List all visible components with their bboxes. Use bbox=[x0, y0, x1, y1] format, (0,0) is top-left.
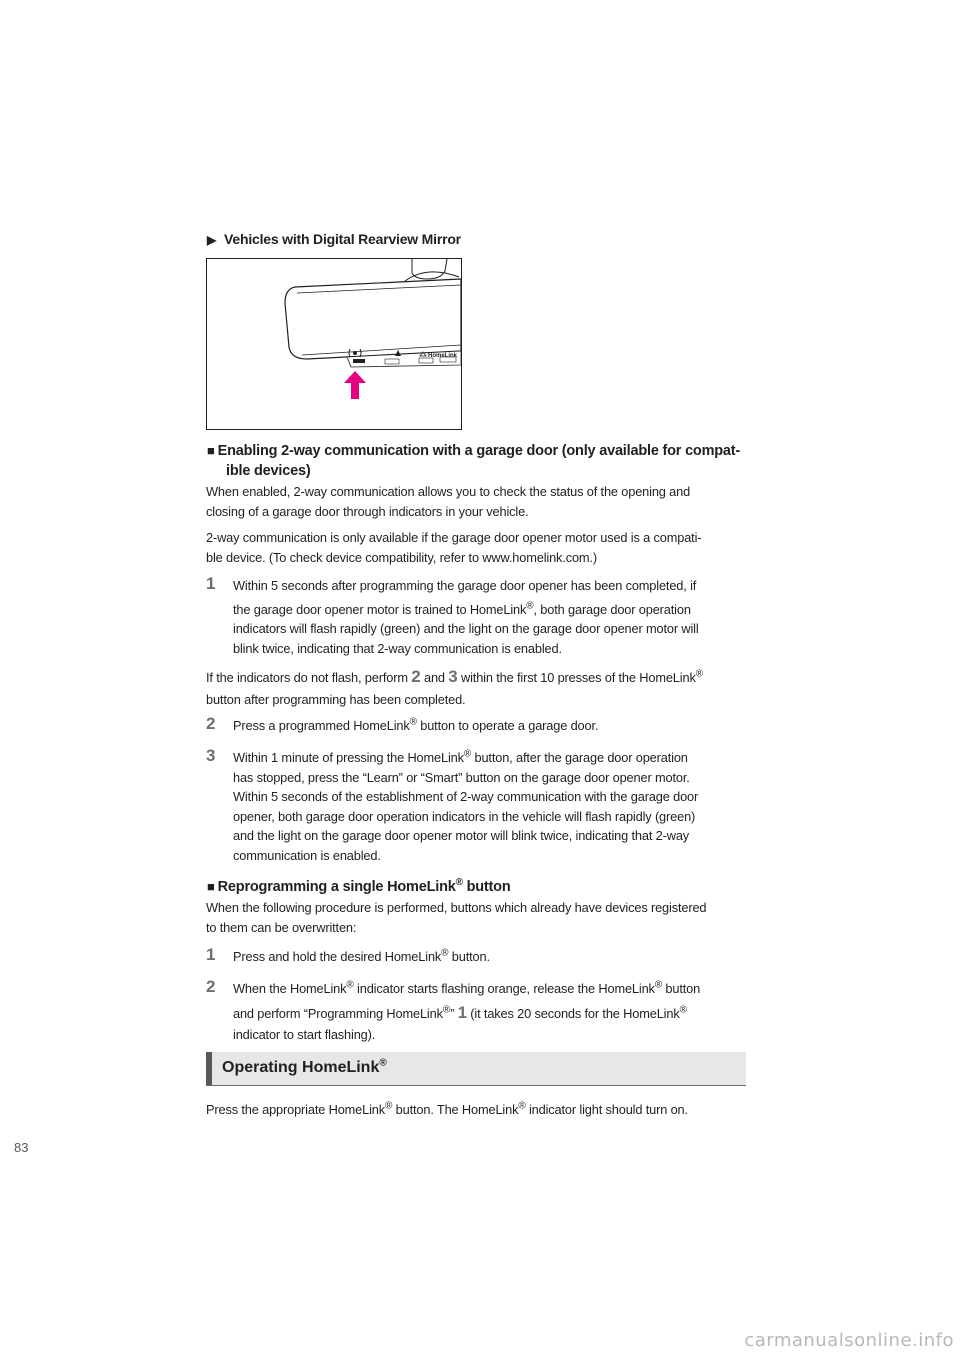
watermark: carmanualsonline.info bbox=[744, 1330, 954, 1351]
step-3: 3 Within 1 minute of pressing the HomeLink® button, after the garage door operation has stopped, press the “Learn” or “Smart” button on the garage door opener motor. Within 5 seconds of the establishment of 2-way communication with the garage door opener, both garage door operation indicators in the vehicle will flash rapidly (green) and the light on the garage door opener motor will blink twice, indicating that 2-way communication is enabled. bbox=[206, 746, 699, 863]
paragraph-reprogramming: When the following procedure is performed, buttons which already have devices registered to them can be overwritten: bbox=[206, 900, 707, 935]
step-number: 2 bbox=[206, 977, 216, 996]
section-heading-2way-cont: ible devices) bbox=[226, 463, 311, 479]
sub-heading bbox=[207, 231, 461, 247]
paragraph-operating: Press the appropriate HomeLink® button. The HomeLink® indicator light should turn on. bbox=[206, 1100, 688, 1117]
step-number: 2 bbox=[206, 714, 216, 733]
homelink-label: HomeLink bbox=[428, 353, 458, 359]
step-number: 1 bbox=[206, 574, 216, 593]
rearview-mirror-illustration bbox=[207, 259, 461, 429]
triangle-bullet-icon: ▶ bbox=[207, 233, 217, 247]
mirror-figure bbox=[206, 258, 462, 430]
paragraph-2way-compat: 2-way communication is only available if the garage door opener motor used is a compati- ble device. (To check device compatibility, refer to www.homelink.com.) bbox=[206, 530, 702, 565]
step-number: 1 bbox=[206, 945, 216, 964]
reprogram-step-2: 2 When the HomeLink® indicator starts flashing orange, release the HomeLink® button and perform “Programming HomeLink®” 1 (it takes 20 seconds for the HomeLink® indicator to start flashing). bbox=[206, 977, 701, 1042]
indicator-light bbox=[353, 359, 365, 363]
step-1: 1 Within 5 seconds after programming the garage door opener has been completed, if the garage door opener motor is trained to HomeLink®, both garage door operation indicators will flash rapidly (green) and the light on the garage door opener motor will blink twice, indicating that 2-way communication is enabled. bbox=[206, 574, 699, 656]
paragraph-2way-intro: When enabled, 2-way communication allows you to check the status of the opening and closing of a garage door through indicators in your vehicle. bbox=[206, 484, 691, 519]
page-number: 83 bbox=[14, 1140, 29, 1155]
step-number: 3 bbox=[206, 746, 216, 765]
section-bar-operating-homelink bbox=[206, 1052, 746, 1086]
step-2: 2 Press a programmed HomeLink® button to operate a garage door. bbox=[206, 714, 599, 733]
paragraph-note: If the indicators do not flash, perform 2 and 3 within the first 10 presses of the HomeLink® button after programming has been completed. bbox=[206, 667, 703, 707]
section-heading-2way: ■ Enabling 2-way communication with a garage door (only available for compat- bbox=[207, 443, 741, 459]
square-bullet-icon: ■ bbox=[207, 879, 215, 894]
sub-heading-text: Vehicles with Digital Rearview Mirror bbox=[224, 231, 461, 247]
pointer-arrow-icon bbox=[344, 371, 366, 399]
reprogram-step-1: 1 Press and hold the desired HomeLink® button. bbox=[206, 945, 490, 964]
square-bullet-icon: ■ bbox=[207, 443, 215, 458]
section-bar-title: Operating HomeLink® bbox=[222, 1057, 387, 1076]
section-bar-accent bbox=[206, 1052, 212, 1085]
section-heading-reprogramming: ■ Reprogramming a single HomeLink® button bbox=[207, 877, 511, 895]
